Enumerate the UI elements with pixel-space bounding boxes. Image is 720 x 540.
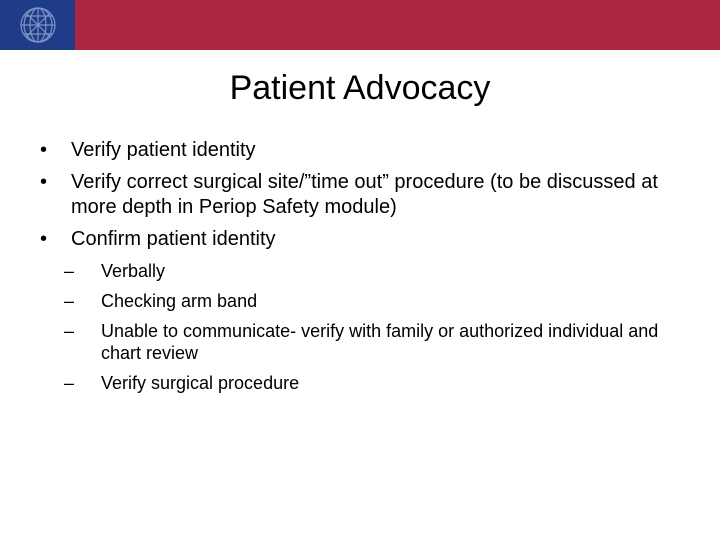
sub-bullet-marker: –: [64, 373, 75, 393]
sub-bullet-marker: –: [64, 321, 75, 341]
bullet-item: [37, 170, 697, 220]
bullet-marker: •: [40, 139, 48, 161]
sub-bullet-text: Checking arm band: [101, 291, 258, 311]
bullet-text: Verify patient identity: [71, 139, 256, 161]
sub-bullet-item: [64, 260, 697, 282]
bullet-list: [37, 138, 697, 402]
sub-bullet-item: [64, 320, 697, 364]
logo: [0, 0, 75, 50]
bullet-text: Verify correct surgical site/”time out” procedure (to be discussed at more depth in Periop Safety module): [71, 171, 658, 218]
sub-bullet-marker: –: [64, 261, 75, 281]
bullet-text: Confirm patient identity: [71, 228, 276, 250]
sub-bullet-text: Verify surgical procedure: [101, 373, 300, 393]
bullet-marker: •: [40, 228, 48, 250]
sub-bullet-text: Unable to communicate- verify with family or authorized individual and chart review: [101, 321, 659, 363]
sub-bullet-item: [64, 290, 697, 312]
sub-bullet-marker: –: [64, 291, 75, 311]
sub-bullet-item: [64, 372, 697, 394]
bullet-item: [37, 138, 697, 163]
sub-bullet-list: [64, 260, 697, 394]
bullet-marker: •: [40, 171, 48, 193]
header-bar: [0, 0, 720, 50]
sub-bullet-text: Verbally: [101, 261, 166, 281]
bullet-item: [37, 227, 697, 394]
globe-icon: [18, 5, 58, 45]
slide-title: Patient Advocacy: [229, 69, 491, 107]
